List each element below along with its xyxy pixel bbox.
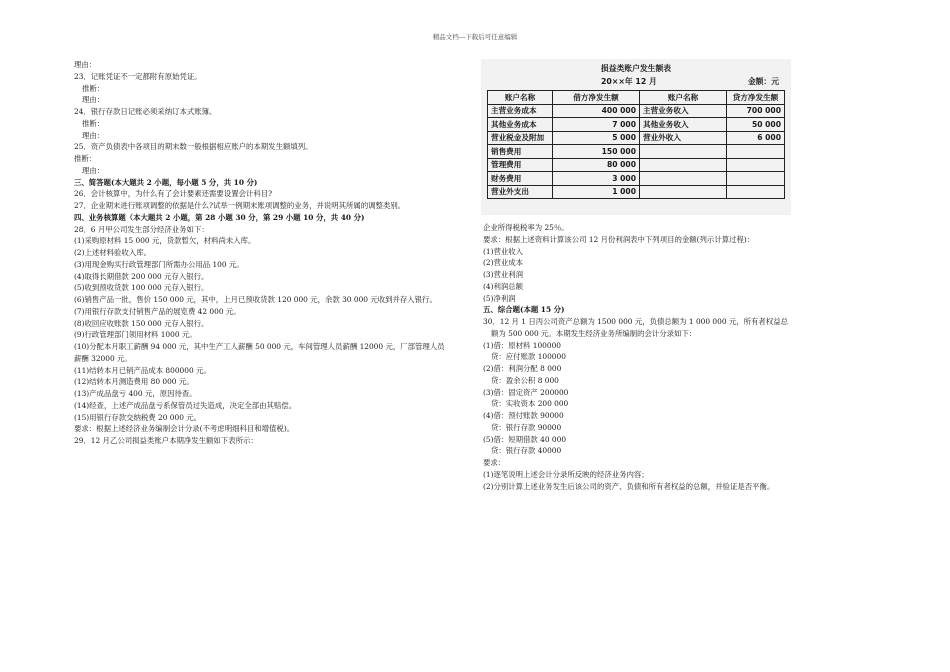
text-line: 25．资产负债表中各项目的期末数一般根据相应账户的本期发生额填列。 — [74, 142, 313, 152]
text-line: (15)用银行存款交纳税费 20 000 元。 — [74, 412, 202, 422]
table-row — [488, 104, 785, 118]
text-line: (3)借：固定资产 200000 — [483, 387, 569, 397]
table-row — [488, 131, 785, 145]
text-line: 理由： — [74, 60, 97, 69]
amount-cell — [727, 185, 785, 199]
page-header: 精品文档---下载后可任意编辑 — [432, 33, 518, 41]
text-line: 29．12 月乙公司损益类账户本期净发生额如下表所示： — [74, 436, 258, 445]
text-line: (4)取得长期借款 200 000 元存入银行。 — [74, 271, 209, 281]
amount-cell — [727, 145, 785, 159]
table-unit: 金额：元 — [747, 77, 779, 86]
text-line: 推断： — [74, 154, 97, 163]
text-line: 26．会计核算中，为什么有了会计要素还需要设置会计科目? — [74, 189, 273, 199]
text-line: (2)分别计算上述业务发生后该公司的资产、负债和所有者权益的总额，并验证是否平衡。 — [483, 481, 775, 491]
account-name-cell: 营业外收入 — [640, 131, 727, 145]
text-line: (1)借：原材料 100000 — [483, 340, 561, 350]
text-line: (2)上述材料验收入库。 — [74, 248, 151, 257]
account-name-cell: 营业税金及附加 — [488, 131, 553, 145]
text-line: 贷：盈余公积 8 000 — [491, 375, 559, 385]
amount-cell — [727, 172, 785, 186]
account-name-cell: 管理费用 — [488, 158, 553, 172]
section-heading: 四、业务核算题（本大题共 2 小题，第 28 小题 30 分，第 29 小题 10 分，共 40 分) — [74, 212, 365, 222]
header-cell: 贷方净发生额 — [727, 91, 785, 105]
table-row — [488, 185, 785, 199]
text-line: (3)营业利润 — [483, 270, 524, 279]
text-line: 理由： — [82, 95, 105, 105]
text-line: (5)净利润 — [483, 293, 516, 303]
amount-cell: 80 000 — [553, 158, 640, 172]
text-line: 额为 500 000 元。本期发生经济业务所编制的会计分录如下： — [491, 328, 697, 338]
text-line: 27．企业期末进行账项调整的依据是什么?试举一例期末账项调整的业务，并说明其所属的调整类别。 — [74, 201, 406, 210]
text-line: (10)分配本月职工薪酬 94 000 元，其中生产工人薪酬 50 000 元，车间管理人员薪酬 12000 元，厂部管理人员 — [74, 342, 445, 351]
text-line: (2)借：利润分配 8 000 — [483, 364, 562, 373]
table-period: 20××年 12 月 — [601, 77, 657, 86]
header-cell: 账户名称 — [640, 91, 727, 105]
text-line: 要求： — [483, 458, 506, 467]
text-line: 要求：根据上述经济业务编制会计分录(不考虑明细科目和增值税)。 — [74, 424, 295, 434]
text-line: (4)借：预付账款 90000 — [483, 411, 564, 420]
text-line: 24．银行存款日记账必须采纳订本式账簿。 — [74, 107, 217, 116]
text-line: 企业所得税税率为 25％。 — [483, 223, 569, 232]
text-line: 推断： — [82, 118, 105, 128]
amount-cell: 700 000 — [727, 104, 785, 118]
amount-cell: 1 000 — [553, 185, 640, 199]
text-line: (9)行政管理部门领用材料 1000 元。 — [74, 330, 197, 340]
text-line: (7)用银行存款支付销售产品的展览费 42 000 元。 — [74, 306, 241, 316]
text-line: (11)结转本月已销产品成本 800000 元。 — [74, 365, 211, 375]
amount-cell: 3 000 — [553, 172, 640, 186]
account-name-cell: 销售费用 — [488, 145, 553, 159]
header-cell: 借方净发生额 — [553, 91, 640, 105]
text-line: (14)经查，上述产成品盘亏系保管员过失造成，决定全部由其赔偿。 — [74, 400, 297, 410]
text-line: (1)逐笔说明上述会计分录所反映的经济业务内容； — [483, 469, 649, 479]
table-row — [488, 118, 785, 132]
amount-cell: 400 000 — [553, 104, 640, 118]
text-line: 理由： — [82, 165, 105, 175]
text-line: 理由： — [82, 130, 105, 140]
text-line: (6)销售产品一批，售价 150 000 元，其中，上月已预收货款 120 000 元，余款 30 000 元收到并存入银行。 — [74, 295, 437, 304]
amount-cell: 7 000 — [553, 118, 640, 132]
amount-cell: 5 000 — [553, 131, 640, 145]
text-line: (5)借：短期借款 40 000 — [483, 434, 567, 444]
text-line: (13)产成品盘亏 400 元，原因待查。 — [74, 389, 197, 398]
account-name-cell: 财务费用 — [488, 172, 553, 186]
ledger-table-image — [481, 59, 791, 215]
text-line: 薪酬 32000 元。 — [74, 353, 132, 363]
text-line: (3)用现金购买行政管理部门所需办公用品 100 元。 — [74, 259, 244, 269]
text-line: (4)利润总额 — [483, 281, 524, 291]
account-name-cell — [640, 172, 727, 186]
text-line: 贷：银行存款 90000 — [491, 422, 562, 432]
section-heading: 三、简答题(本大题共 2 小题，每小题 5 分，共 10 分) — [74, 177, 258, 187]
table-row — [488, 172, 785, 186]
table-title: 损益类账户发生额表 — [600, 64, 672, 73]
text-line: 推断： — [82, 83, 105, 93]
text-line: (1)营业收入 — [483, 246, 524, 256]
text-line: 贷：应付账款 100000 — [491, 352, 566, 362]
ledger-table — [487, 90, 785, 199]
account-name-cell: 主营业务成本 — [488, 104, 553, 118]
account-name-cell — [640, 185, 727, 199]
account-name-cell: 主营业务收入 — [640, 104, 727, 118]
text-line: 23．记账凭证不一定都附有原始凭证。 — [74, 71, 202, 81]
text-line: 28．6 月甲公司发生部分经济业务如下： — [74, 224, 209, 234]
text-line: (12)结转本月测造费用 80 000 元。 — [74, 377, 194, 387]
amount-cell: 150 000 — [553, 145, 640, 159]
right-column — [483, 222, 883, 492]
left-column — [74, 59, 474, 447]
text-line: 30．12 月 1 日丙公司资产总额为 1500 000 元，负债总额为 1 000 000 元，所有者权益总 — [483, 317, 788, 326]
section-heading: 五、综合题(本题 15 分) — [483, 305, 565, 315]
text-line: 贷：银行存款 40000 — [491, 446, 562, 456]
account-name-cell: 其他业务成本 — [488, 118, 553, 132]
account-name-cell — [640, 158, 727, 172]
text-line: (2)营业成本 — [483, 258, 524, 268]
amount-cell: 50 000 — [727, 118, 785, 132]
table-row — [488, 158, 785, 172]
account-name-cell — [640, 145, 727, 159]
text-line: 贷：实收资本 200 000 — [491, 399, 569, 409]
amount-cell: 6 000 — [727, 131, 785, 145]
account-name-cell: 其他业务收入 — [640, 118, 727, 132]
text-line: (8)收回应收账款 150 000 元存入银行。 — [74, 318, 209, 328]
amount-cell — [727, 158, 785, 172]
text-line: (1)采购原材料 15 000 元，货款暂欠，材料尚未入库。 — [74, 236, 256, 246]
header-cell: 账户名称 — [488, 91, 553, 105]
text-line: (5)收到预收货款 100 000 元存入银行。 — [74, 283, 209, 293]
table-row — [488, 145, 785, 159]
account-name-cell: 营业外支出 — [488, 185, 553, 199]
table-header-row — [488, 91, 785, 105]
text-line: 要求：根据上述资料计算该公司 12 月份利润表中下列项目的金额(列示计算过程)： — [483, 234, 755, 244]
